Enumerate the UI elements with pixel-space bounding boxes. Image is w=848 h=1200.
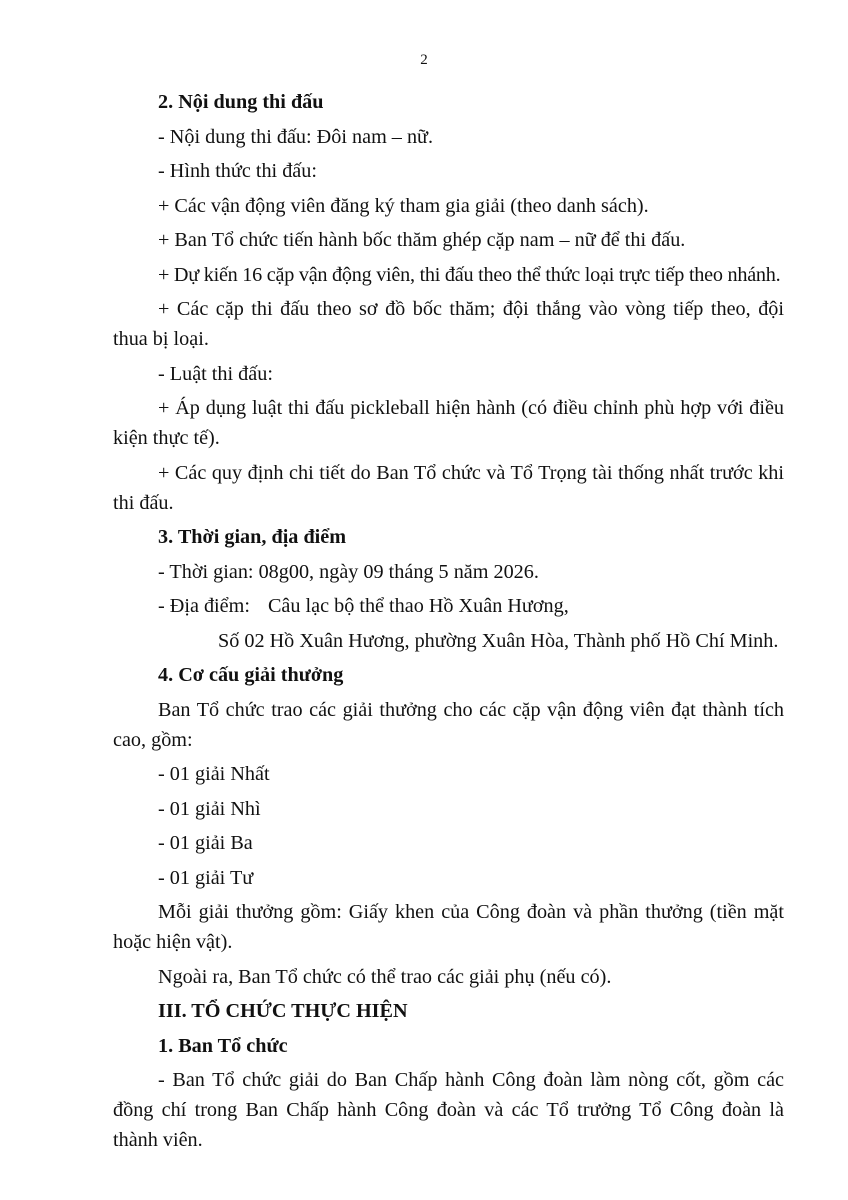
organizing-committee-text: - Ban Tổ chức giải do Ban Chấp hành Công đoàn làm nòng cốt, gồm các đồng chí trong Ban Chấp hành Công đoàn và các Tổ trưởng Tổ Công đoàn là thành viên. xyxy=(113,1069,784,1151)
extra-prizes: Ngoài ra, Ban Tổ chức có thể trao các giải phụ (nếu có). xyxy=(158,965,612,988)
page-number: 2 xyxy=(420,52,428,68)
location-line-1: Câu lạc bộ thể thao Hồ Xuân Hương, xyxy=(267,595,569,617)
format-item: + Các vận động viên đăng ký tham gia giải (theo danh sách). xyxy=(158,194,649,217)
prize-item: - 01 giải Nhất xyxy=(158,763,270,785)
format-item: + Các cặp thi đấu theo sơ đồ bốc thăm; đội thắng vào vòng tiếp theo, đội thua bị loại. xyxy=(113,298,784,350)
rules-item: + Áp dụng luật thi đấu pickleball hiện hành (có điều chỉnh phù hợp với điều kiện thực tế). xyxy=(113,397,784,449)
format-item: + Ban Tổ chức tiến hành bốc thăm ghép cặp nam – nữ để thi đấu. xyxy=(158,229,686,251)
section-heading-prizes: 4. Cơ cấu giải thưởng xyxy=(158,664,344,686)
rules-label: - Luật thi đấu: xyxy=(158,362,273,385)
location-label: - Địa điểm: xyxy=(158,595,250,617)
section-heading-competition-content: 2. Nội dung thi đấu xyxy=(158,91,324,113)
competition-format-label: - Hình thức thi đấu: xyxy=(158,160,317,182)
subsection-heading-organizing-committee: 1. Ban Tổ chức xyxy=(158,1034,288,1057)
format-item: + Dự kiến 16 cặp vận động viên, thi đấu theo thể thức loại trực tiếp theo nhánh. xyxy=(158,263,781,286)
prize-item: - 01 giải Nhì xyxy=(158,797,261,820)
section-heading-implementation: III. TỔ CHỨC THỰC HIỆN xyxy=(158,1000,408,1022)
prize-detail: Mỗi giải thưởng gồm: Giấy khen của Công đoàn và phần thưởng (tiền mặt hoặc hiện vật). xyxy=(113,901,784,953)
rules-item: + Các quy định chi tiết do Ban Tổ chức và Tổ Trọng tài thống nhất trước khi thi đấu. xyxy=(113,461,784,514)
event-time: - Thời gian: 08g00, ngày 09 tháng 5 năm 2026. xyxy=(158,560,539,583)
prize-item: - 01 giải Tư xyxy=(158,866,254,889)
prizes-intro: Ban Tổ chức trao các giải thưởng cho các cặp vận động viên đạt thành tích cao, gồm: xyxy=(113,698,784,751)
section-heading-time-location: 3. Thời gian, địa điểm xyxy=(158,526,347,548)
location-line-2: Số 02 Hồ Xuân Hương, phường Xuân Hòa, Thành phố Hồ Chí Minh. xyxy=(218,629,779,652)
prize-item: - 01 giải Ba xyxy=(158,832,253,854)
document-body xyxy=(113,87,784,1160)
event-location xyxy=(113,591,784,621)
competition-content-line: - Nội dung thi đấu: Đôi nam – nữ. xyxy=(158,125,434,148)
